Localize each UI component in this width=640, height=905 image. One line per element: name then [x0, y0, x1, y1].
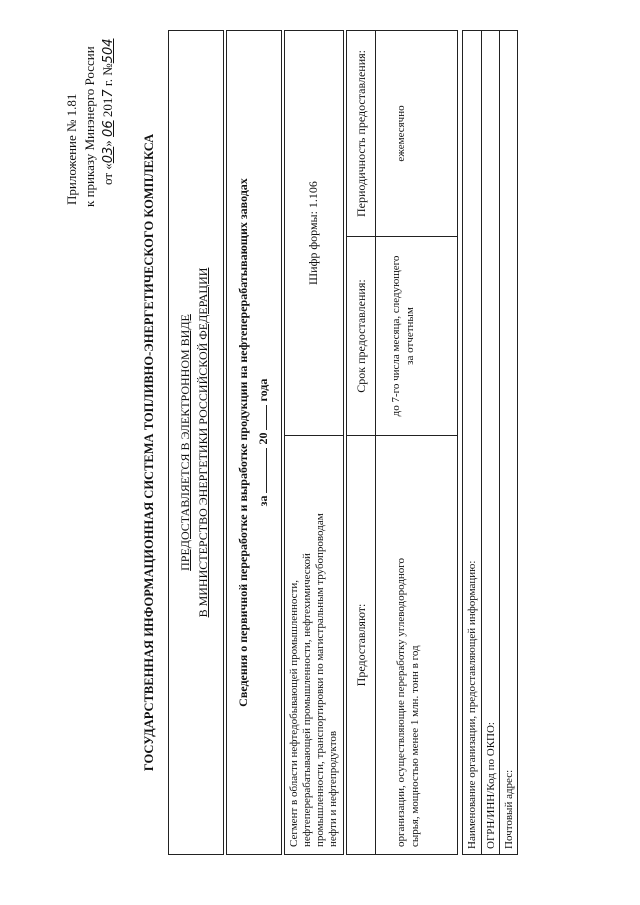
date-year-prefix: 201	[100, 97, 115, 121]
date-year-digit: 7	[101, 89, 116, 98]
segment-line-1: Сегмент в области нефтедобывающей промышленности,	[288, 579, 300, 847]
date-mid: »	[100, 136, 115, 147]
row-deadline-line-1: до 7-го числа месяца, следующего	[390, 255, 402, 417]
header-frequency-label: Периодичность предоставления:	[354, 50, 368, 217]
report-title-box	[226, 30, 282, 855]
footer-divider-1	[481, 30, 482, 855]
form-code: Шифр формы: 1.106	[306, 181, 320, 285]
appendix-title: Приложение № 1.81	[64, 93, 79, 205]
appendix-order-line: к приказу Минэнерго России	[82, 46, 97, 207]
period-prefix: за	[256, 495, 270, 507]
row-frequency-value: ежемесячно	[395, 105, 407, 162]
period-year: 20	[256, 432, 270, 445]
period-suffix: года	[256, 378, 270, 402]
footer-ogrn: ОГРН/ИНН/Код по ОКПО:	[485, 722, 497, 849]
row-providers-line-2: сырья, мощностью менее 1 млн. тонн в год	[409, 645, 421, 847]
appendix-date-line	[100, 39, 116, 186]
footer-org-name: Наименование организации, предоставляющей информацию:	[466, 560, 478, 849]
segment-line-3: промышленности, транспортировки по магистральным трубопроводам	[314, 513, 326, 847]
footer-address: Почтовый адрес:	[503, 769, 515, 849]
header-deadline-label: Срок предоставления:	[354, 279, 368, 393]
date-num-prefix: г. №	[100, 63, 115, 90]
report-period	[256, 30, 271, 855]
system-title: ГОСУДАРСТВЕННАЯ ИНФОРМАЦИОННАЯ СИСТЕМА ТОПЛИВНО-ЭНЕРГЕТИЧЕСКОГО КОМПЛЕКСА	[142, 133, 156, 772]
segment-line-4: нефти и нефтепродуктов	[327, 730, 339, 847]
report-title: Сведения о первичной переработке и выработке продукции на нефтеперерабатывающих заводах	[236, 178, 250, 707]
row-frequency	[375, 30, 458, 237]
date-number: 504	[101, 38, 116, 64]
date-day: 03	[101, 146, 116, 164]
submission-line-2: В МИНИСТЕРСТВО ЭНЕРГЕТИКИ РОССИЙСКОЙ ФЕДЕРАЦИИ	[196, 267, 210, 618]
date-prefix: от «	[100, 163, 115, 185]
header-providers-label: Предоставляют:	[354, 603, 368, 687]
submission-line-1: ПРЕДОСТАВЛЯЕТСЯ В ЭЛЕКТРОННОМ ВИДЕ	[178, 314, 192, 571]
row-providers-line-1: организации, осуществляющие переработку углеводородного	[395, 557, 407, 847]
row-deadline	[375, 236, 458, 436]
row-deadline-line-2: за отчетным	[404, 307, 416, 365]
segment-line-2: нефтеперерабатывающей промышленности, нефтехимической	[301, 553, 313, 847]
date-month: 06	[101, 120, 116, 137]
footer-divider-2	[499, 30, 500, 855]
